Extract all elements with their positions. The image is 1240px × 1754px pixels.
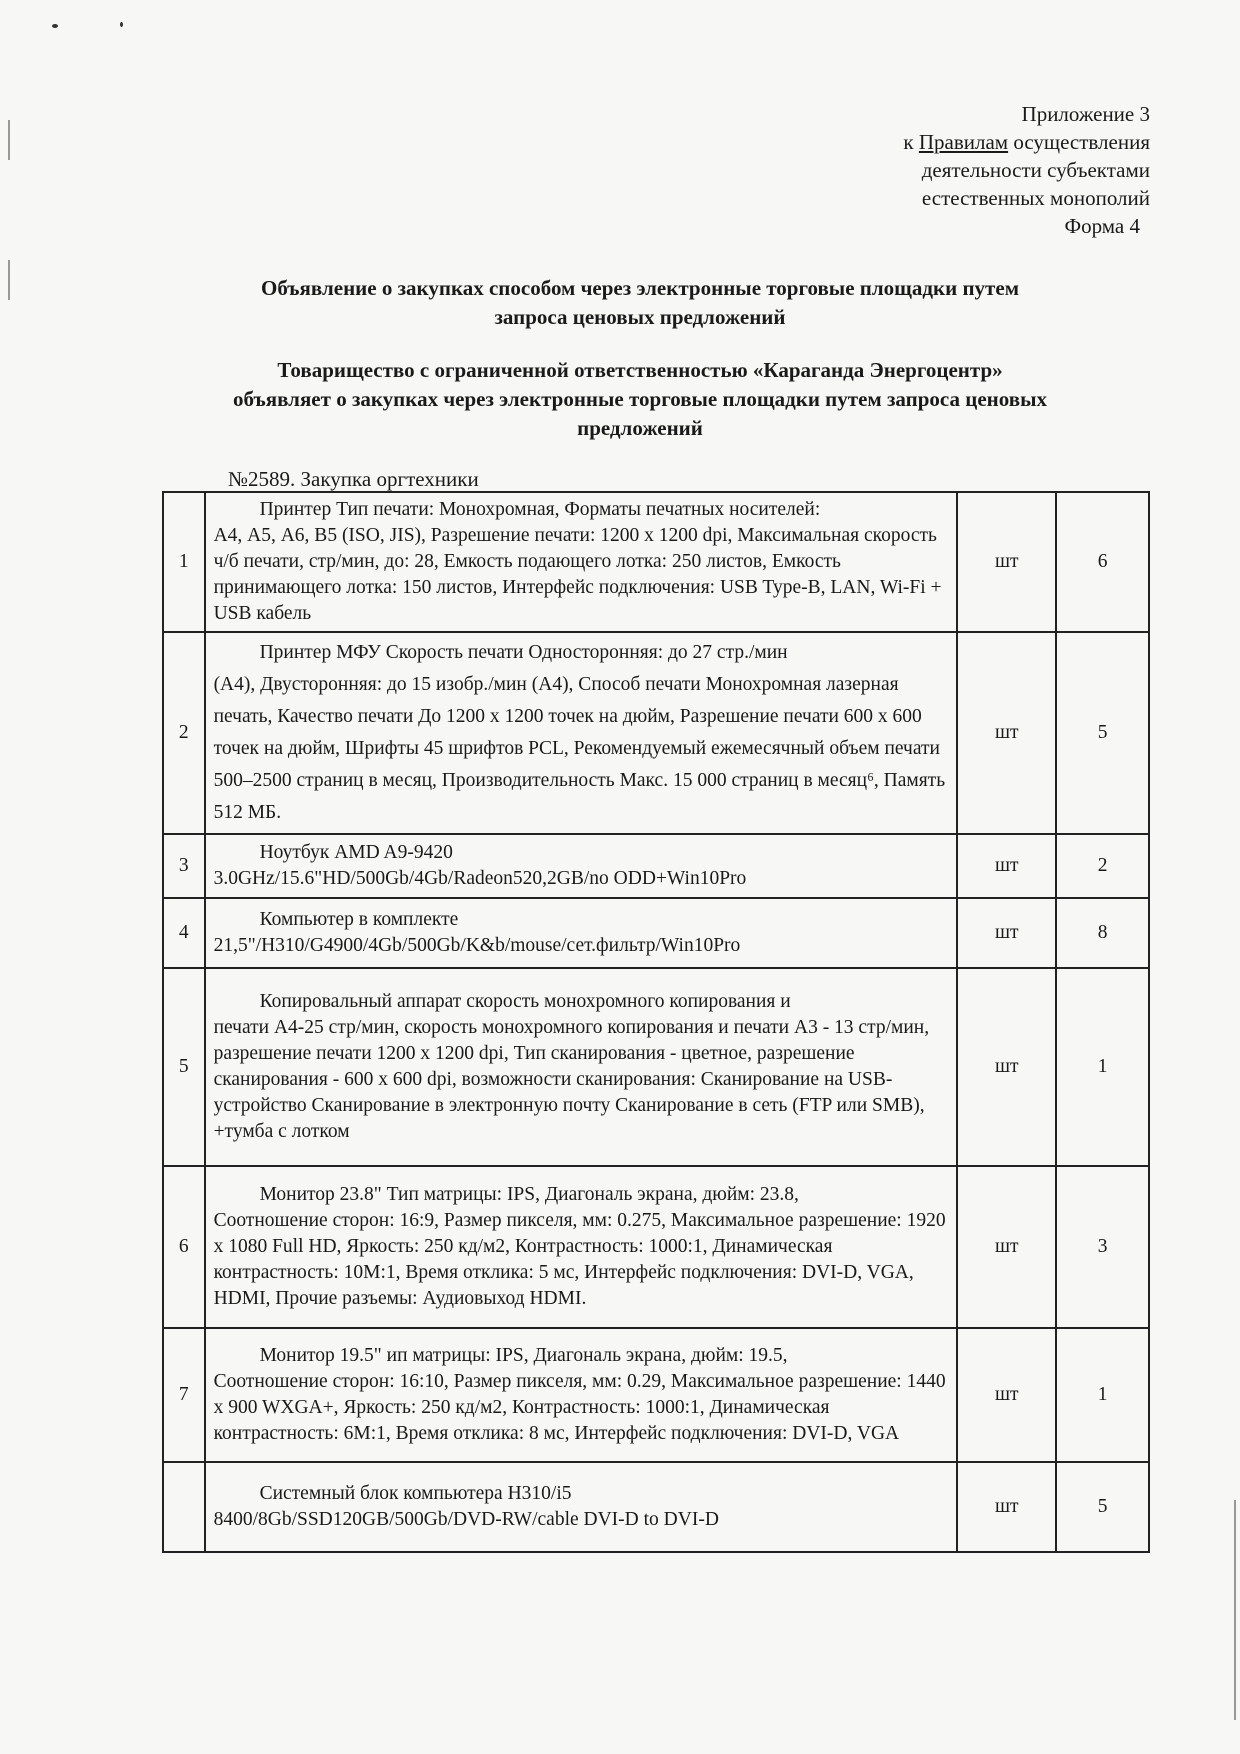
item-description-first: Монитор 19.5" ип матрицы: IPS, Диагональ экрана, дюйм: 19.5, bbox=[259, 1345, 788, 1366]
item-description-rest: Соотношение сторон: 16:10, Размер пикселя, мм: 0.29, Максимальное разрешение: 1440 x 900 WXGA+, Яркость: 250 кд/м2, Контрастность: 1000:1, Динамическая контрастность: 6M:1, Время отклика: 8 мс, Интерфейс подключения: DVI-D, VGA bbox=[213, 1371, 946, 1444]
subtitle-line: объявляет о закупках через электронные торговые площадки путем запроса ценовых bbox=[233, 387, 1047, 411]
rules-link: Правилам bbox=[918, 130, 1009, 154]
scan-edge-mark bbox=[8, 260, 10, 300]
scan-speck bbox=[52, 24, 58, 28]
item-description bbox=[205, 1166, 958, 1328]
appendix-line bbox=[903, 128, 1150, 156]
scan-edge-mark bbox=[1234, 1500, 1236, 1720]
table-row bbox=[163, 968, 1149, 1166]
item-description-rest: А4, А5, А6, В5 (ISO, JIS), Разрешение печати: 1200 x 1200 dpi, Максимальная скорость ч/б печати, стр/мин, до: 28, Емкость подающего лотка: 250 листов, Емкость принимающего лотка: 150 листов, Интерфейс подключения: USB Type-B, LAN, Wi-Fi + USB кабель bbox=[213, 525, 942, 624]
item-description-first: Копировальный аппарат скорость монохромного копирования и bbox=[259, 991, 791, 1012]
item-number bbox=[163, 1462, 205, 1552]
table-row bbox=[163, 1462, 1149, 1552]
form-number: Форма 4 bbox=[1064, 214, 1140, 238]
table-row bbox=[163, 1166, 1149, 1328]
table-row bbox=[163, 632, 1149, 834]
scan-speck bbox=[120, 22, 123, 27]
title-line: запроса ценовых предложений bbox=[494, 305, 786, 329]
item-number: 2 bbox=[163, 632, 205, 834]
appendix-suffix: осуществления bbox=[1008, 130, 1150, 154]
item-description bbox=[205, 632, 958, 834]
item-description-first: Ноутбук AMD A9-9420 bbox=[259, 842, 453, 863]
items-table bbox=[162, 491, 1150, 1553]
item-quantity: 8 bbox=[1056, 898, 1149, 968]
subtitle-line: Товарищество с ограниченной ответственностью «Караганда Энергоцентр» bbox=[277, 358, 1003, 382]
appendix-line: естественных монополий bbox=[921, 186, 1150, 210]
item-description-rest: 21,5"/H310/G4900/4Gb/500Gb/K&b/mouse/сет.фильтр/Win10Pro bbox=[213, 935, 741, 956]
table-row bbox=[163, 898, 1149, 968]
items-table-body bbox=[163, 492, 1149, 1552]
item-number: 3 bbox=[163, 834, 205, 898]
item-description bbox=[205, 834, 958, 898]
item-unit: шт bbox=[957, 632, 1056, 834]
item-description bbox=[205, 1462, 958, 1552]
item-unit: шт bbox=[957, 834, 1056, 898]
item-number: 1 bbox=[163, 492, 205, 632]
appendix-line: деятельности субъектами bbox=[921, 158, 1150, 182]
item-number: 7 bbox=[163, 1328, 205, 1462]
title-line: Объявление о закупках способом через электронные торговые площадки путем bbox=[261, 276, 1019, 300]
item-quantity: 5 bbox=[1056, 1462, 1149, 1552]
item-description-rest: 3.0GHz/15.6"HD/500Gb/4Gb/Radeon520,2GB/no ODD+Win10Pro bbox=[213, 868, 747, 889]
company-announcement bbox=[140, 356, 1140, 443]
item-number: 6 bbox=[163, 1166, 205, 1328]
item-unit: шт bbox=[957, 898, 1056, 968]
appendix-header bbox=[903, 100, 1150, 240]
item-unit: шт bbox=[957, 968, 1056, 1166]
item-description-first: Принтер МФУ Скорость печати Односторонняя: до 27 стр./мин bbox=[259, 642, 788, 663]
item-quantity: 1 bbox=[1056, 968, 1149, 1166]
table-row bbox=[163, 1328, 1149, 1462]
subtitle-line: предложений bbox=[577, 416, 703, 440]
item-description bbox=[205, 898, 958, 968]
item-number: 5 bbox=[163, 968, 205, 1166]
appendix-line: Приложение 3 bbox=[1021, 102, 1150, 126]
item-description bbox=[205, 492, 958, 632]
appendix-prefix: к bbox=[903, 130, 919, 154]
announcement-title bbox=[140, 274, 1140, 332]
item-quantity: 6 bbox=[1056, 492, 1149, 632]
item-description bbox=[205, 1328, 958, 1462]
item-description-rest: 8400/8Gb/SSD120GB/500Gb/DVD-RW/cable DVI-D to DVI-D bbox=[213, 1509, 719, 1530]
item-number: 4 bbox=[163, 898, 205, 968]
item-quantity: 1 bbox=[1056, 1328, 1149, 1462]
item-unit: шт bbox=[957, 1166, 1056, 1328]
item-description-first: Компьютер в комплекте bbox=[259, 909, 459, 930]
table-row bbox=[163, 492, 1149, 632]
item-description-rest: Соотношение сторон: 16:9, Размер пикселя, мм: 0.275, Максимальное разрешение: 1920 x 1080 Full HD, Яркость: 250 кд/м2, Контрастность: 1000:1, Динамическая контрастность: 10M:1, Время отклика: 5 мс, Интерфейс подключения: DVI-D, VGA, HDMI, Прочие разъемы: Аудиовыход HDMI. bbox=[213, 1210, 946, 1309]
item-quantity: 5 bbox=[1056, 632, 1149, 834]
item-description-rest: (А4), Двусторонняя: до 15 изобр./мин (А4), Способ печати Монохромная лазерная печать, Качество печати До 1200 x 1200 точек на дюйм, Разрешение печати 600 x 600 точек на дюйм, Шрифты 45 шрифтов PCL, Рекомендуемый ежемесячный объем печати 500–2500 страниц в месяц, Производительность Макс. 15 000 страниц в месяц⁶, Память 512 МБ. bbox=[213, 674, 946, 823]
item-description-rest: печати А4-25 стр/мин, скорость монохромного копирования и печати А3 - 13 стр/мин, разрешение печати 1200 x 1200 dpi, Тип сканирования - цветное, разрешение сканирования - 600 x 600 dpi, возможности сканирования: Сканирование на USB-устройство Сканирование в электронную почту Сканирование в сеть (FTP или SMB), +тумба с лотком bbox=[213, 1017, 930, 1142]
item-description-first: Принтер Тип печати: Монохромная, Форматы печатных носителей: bbox=[259, 499, 821, 520]
lot-title: №2589. Закупка оргтехники bbox=[228, 467, 479, 491]
item-quantity: 2 bbox=[1056, 834, 1149, 898]
item-quantity: 3 bbox=[1056, 1166, 1149, 1328]
item-description bbox=[205, 968, 958, 1166]
item-unit: шт bbox=[957, 492, 1056, 632]
item-unit: шт bbox=[957, 1328, 1056, 1462]
item-description-first: Системный блок компьютера H310/i5 bbox=[259, 1483, 572, 1504]
item-description-first: Монитор 23.8" Тип матрицы: IPS, Диагональ экрана, дюйм: 23.8, bbox=[259, 1184, 799, 1205]
item-unit: шт bbox=[957, 1462, 1056, 1552]
table-row bbox=[163, 834, 1149, 898]
scan-edge-mark bbox=[8, 120, 10, 160]
